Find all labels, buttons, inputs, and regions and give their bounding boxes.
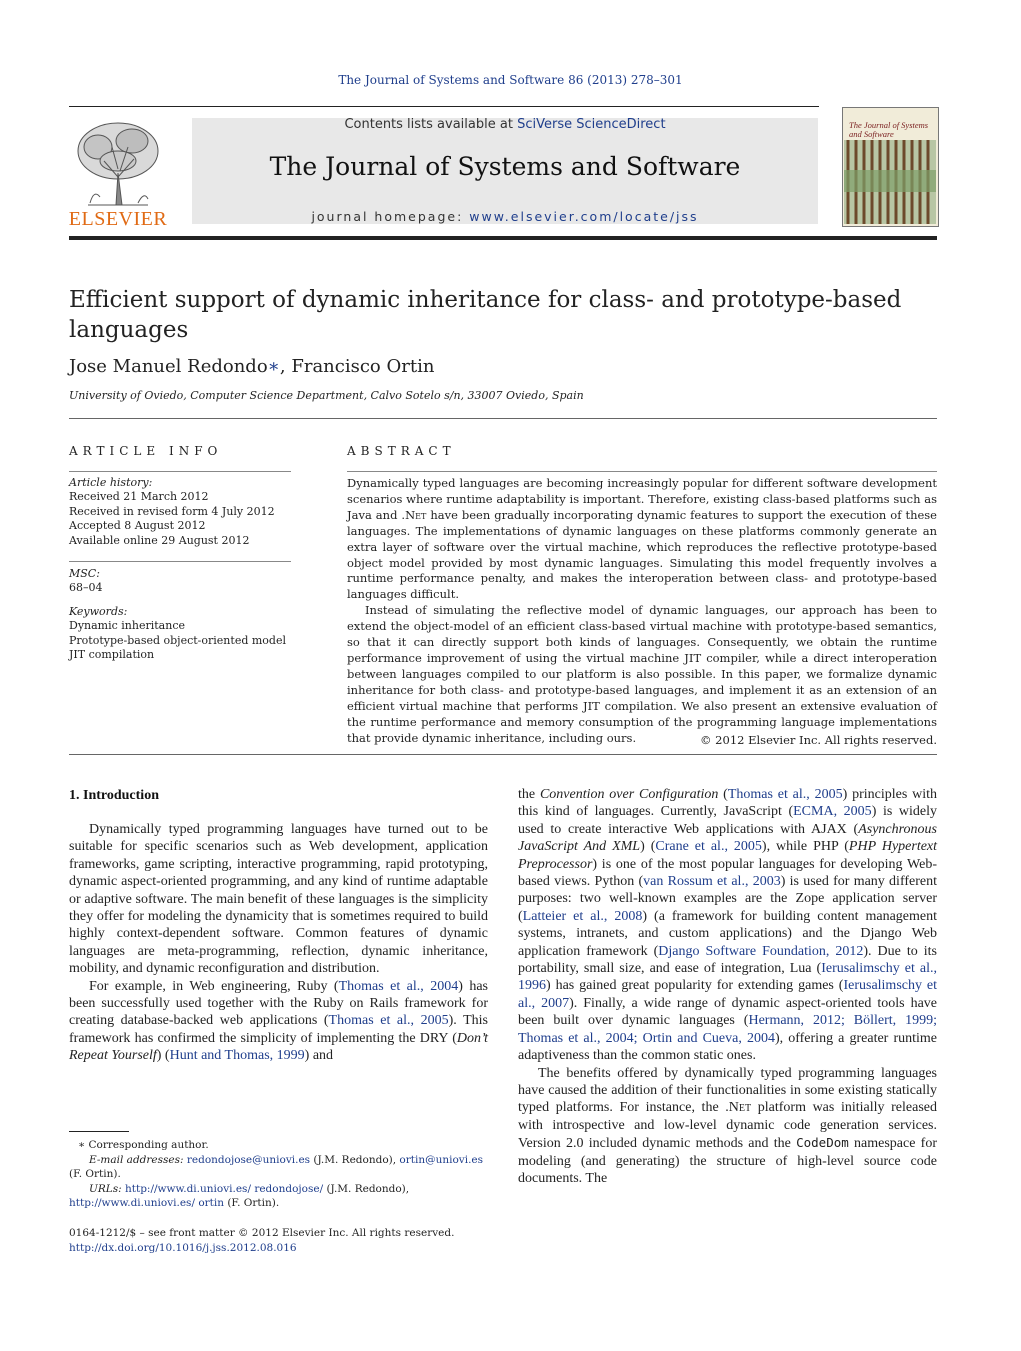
article-history	[69, 476, 291, 548]
citation-link[interactable]: Ierusalimschy et al., 2007	[518, 978, 938, 1011]
abstract-heading: ABSTRACT	[347, 444, 456, 458]
citation-link[interactable]: Thomas et al., 2004	[338, 978, 459, 994]
text-run: ) principles with this kind of languages. Currently, JavaScript (	[518, 787, 938, 820]
history-accepted: Accepted 8 August 2012	[69, 519, 206, 533]
homepage-prefix: journal homepage:	[311, 209, 470, 224]
text-run: ) has been successfully used together with the Ruby on Rails framework for creating database-backed web applications (	[69, 978, 489, 1029]
text-run: ) is one of the most popular languages for developing Web-based views. Python (	[518, 856, 937, 890]
text-run: (	[718, 787, 728, 802]
corresponding-mark: ∗	[78, 1139, 86, 1151]
citation-link[interactable]: Thomas et al., 2005	[727, 787, 843, 802]
text-run: ). This framework has confirmed the simplicity of implementing the DRY (	[69, 1013, 488, 1046]
footnotes	[69, 1138, 489, 1211]
elsevier-tree-logo	[68, 117, 168, 209]
citation-link[interactable]: Hunt and Thomas, 1999	[169, 1048, 305, 1064]
msc-block	[69, 567, 291, 596]
abstract-rule	[347, 471, 937, 472]
keywords-title: Keywords:	[69, 605, 128, 618]
journal-title: The Journal of Systems and Software	[269, 152, 741, 181]
email-owner-line: (F. Ortin).	[69, 1168, 121, 1181]
issn-line: 0164-1212/$ – see front matter © 2012 Elsevier Inc. All rights reserved.	[69, 1227, 455, 1239]
email-link[interactable]: ortin@uniovi.es	[399, 1153, 484, 1166]
author-list	[69, 356, 434, 377]
history-revised: Received in revised form 4 July 2012	[69, 504, 275, 518]
citation-link[interactable]: Latteier et al., 2008	[522, 908, 643, 924]
abstract-paragraph: Instead of simulating the reflective model of dynamic languages, our approach has been to extend the object-model of an efficient class-based virtual machine with prototype-based semantics, so that it can directly support both kinds of languages. Consequently, we obtain the runtime performance improvement of using the virtual machine JIT compiler, while a direct interoperation between languages compiled to our platform is also possible. In this paper, we formalize dynamic inheritance for both class- and prototype-based languages, and implement it as an extension of an efficient virtual machine that performs JIT compilation. We also present an extensive evaluation of the runtime performance and memory consumption of the programming language implementations that provide dynamic inheritance, including ours.	[347, 603, 937, 745]
title-bottom-rule	[69, 418, 937, 419]
keyword: Dynamic inheritance	[69, 619, 185, 633]
front-matter	[69, 1226, 489, 1255]
history-online: Available online 29 August 2012	[69, 533, 250, 547]
keyword: Prototype-based object-oriented model	[69, 633, 286, 647]
elsevier-logo-text: ELSEVIER	[68, 208, 168, 230]
url-link[interactable]: http://www.di.uniovi.es/ ortin	[69, 1197, 224, 1210]
citation-link[interactable]: Hermann, 2012; Böllert, 1999; Thomas et al., 2004; Ortin and Cueva, 2004	[518, 1013, 937, 1046]
intro-paragraph	[69, 978, 488, 1065]
abstract-text-run: Dynamically typed languages are becoming increasingly popular for different software development scenarios where runtime adaptability is important. Therefore, existing class-based platforms such as Java and .	[347, 476, 937, 522]
header-thick-rule	[69, 236, 937, 240]
urls-label: URLs:	[89, 1182, 125, 1195]
text-run: ). Due to its portability, small size, and ease of integration, Lua (	[518, 943, 937, 977]
citation-link[interactable]: van Rossum et al., 2003	[643, 874, 781, 890]
text-run: ) (	[640, 839, 656, 855]
footnote-rule	[69, 1131, 129, 1132]
right-column	[518, 786, 937, 1187]
abstract-text	[347, 476, 937, 746]
citation-link[interactable]: Ierusalimschy et al., 1996	[518, 961, 937, 994]
coc-term: Convention over Configuration	[539, 787, 719, 802]
keyword: JIT compilation	[69, 648, 155, 662]
text-run: platform was initially released with introspective and low-level dynamic code generation services. Version 2.0 included dynamic methods and the	[518, 1100, 937, 1152]
msc-title: MSC:	[69, 567, 100, 580]
citation-link[interactable]: ECMA, 2005	[793, 804, 872, 820]
header-top-rule	[69, 106, 819, 107]
copyright: © 2012 Elsevier Inc. All rights reserved.	[700, 733, 937, 747]
article-title: Efficient support of dynamic inheritance for class- and prototype-based languages	[69, 287, 902, 343]
article-info-heading: ARTICLE INFO	[69, 444, 223, 458]
php-term: PHP Hypertext Preprocessor	[518, 839, 938, 872]
text-run: ) (a framework for building content management systems, intranets, and custom applications) and the Django Web application framework (	[518, 908, 937, 959]
email-link[interactable]: redondojose@uniovi.es	[186, 1153, 311, 1166]
text-run: The benefits offered by dynamically typed programming languages have caused the addition of their functionalities in some existing statically typed platforms. For instance, the .	[518, 1065, 937, 1116]
intro-paragraph	[518, 786, 937, 1065]
text-run: ), while PHP (	[761, 839, 849, 855]
corresponding-text: Corresponding author.	[85, 1139, 209, 1151]
article-info-rule	[69, 471, 291, 472]
url-link[interactable]: http://www.di.uniovi.es/ redondojose/	[125, 1182, 324, 1195]
author-separator: ,	[279, 356, 292, 377]
contents-line	[192, 117, 818, 132]
urls-note	[69, 1182, 489, 1197]
citation-link[interactable]: Django Software Foundation, 2012	[658, 943, 864, 959]
email-owner: (J.M. Redondo),	[310, 1153, 400, 1166]
net-smallcaps: Net	[405, 507, 427, 522]
history-rule	[69, 561, 291, 562]
text-run: ) has gained great popularity for extending games (	[546, 978, 844, 994]
history-received: Received 21 March 2012	[69, 490, 209, 504]
email-label: E-mail addresses:	[89, 1153, 187, 1166]
journal-cover-title: The Journal of Systems and Software	[849, 120, 929, 139]
text-run: the	[518, 787, 540, 802]
history-title: Article history:	[69, 476, 153, 489]
text-run: namespace for modeling (and generating) the structure of high-level source code documents. The	[518, 1136, 938, 1186]
journal-citation[interactable]: The Journal of Systems and Software 86 (2013) 278–301	[338, 73, 683, 87]
author-ortin: Francisco Ortin	[291, 356, 435, 377]
homepage-link[interactable]: www.elsevier.com/locate/jss	[469, 209, 699, 224]
url-owner: (F. Ortin).	[224, 1197, 280, 1210]
author-redondo: Jose Manuel Redondo	[69, 356, 268, 377]
citation-link[interactable]: Thomas et al., 2005	[328, 1013, 449, 1029]
text-run: ) and	[304, 1048, 334, 1064]
abstract-paragraph	[347, 476, 937, 603]
contents-prefix: Contents lists available at	[344, 117, 518, 132]
codedom-code: CodeDom	[796, 1135, 849, 1151]
abstract-text-run: have been gradually incorporating dynamic features to support the execution of these languages. The implementations of dynamic languages on these platforms commonly generate an extra layer of software over the virtual machine, which reproduces the reflective prototype-based object model provided by most dynamic languages. Simulating this model frequently involves a runtime performance penalty, and makes the interoperation between class- and prototype-based languages difficult.	[347, 507, 937, 602]
affiliation: University of Oviedo, Computer Science Department, Calvo Sotelo s/n, 33007 Oviedo, Spain	[69, 389, 584, 402]
sciencedirect-link[interactable]: SciVerse ScienceDirect	[517, 117, 666, 132]
corresponding-author-mark[interactable]: ∗	[267, 356, 280, 377]
text-run: ). Finally, a wide range of dynamic aspect-oriented tools have been built over dynamic languages (	[518, 995, 937, 1029]
msc-code: 68–04	[69, 581, 103, 595]
text-run: ) is used for many different purposes: two well-known examples are the Zope application server (	[518, 874, 937, 924]
dry-term: Don’t Repeat Yourself	[69, 1030, 488, 1064]
urls-line	[69, 1196, 489, 1211]
ajax-term: Asynchronous JavaScript And XML	[518, 821, 937, 855]
text-run: ) (	[156, 1048, 170, 1064]
intro-paragraph	[518, 1065, 937, 1188]
doi-link[interactable]: http://dx.doi.org/10.1016/j.jss.2012.08.016	[69, 1241, 297, 1254]
left-column	[69, 821, 488, 1065]
url-owner: (J.M. Redondo),	[323, 1182, 410, 1195]
intro-paragraph: Dynamically typed programming languages have turned out to be suitable for specific scenarios such as Web development, application frameworks, game scripting, interactive programming, rapid prototyping, dynamic aspect-oriented programming, and any kind of runtime adaptable or adaptive software. The main benefit of these languages is the simplicity they offer for modeling the dynamicity that is sometimes required to build highly context-dependent software. Common features of dynamic languages are meta-programming, reflection, dynamic inheritance, mobility, and dynamic reconfiguration and distribution.	[69, 822, 488, 977]
section-heading: 1. Introduction	[69, 788, 159, 803]
email-note	[69, 1153, 489, 1168]
citation-link[interactable]: Crane et al., 2005	[655, 839, 762, 855]
net-smallcaps: Net	[728, 1100, 752, 1116]
journal-cover-art	[844, 140, 936, 224]
journal-homepage	[192, 209, 818, 224]
abstract-bottom-rule	[69, 754, 937, 755]
text-run: ), offering a greater runtime adaptiveness than the common static ones.	[518, 1030, 937, 1064]
text-run: For example, in Web engineering, Ruby (	[89, 978, 339, 994]
corresponding-note	[69, 1138, 489, 1153]
text-run: ) is widely used to create interactive Web applications with AJAX (	[518, 804, 938, 837]
keywords-block	[69, 605, 291, 663]
